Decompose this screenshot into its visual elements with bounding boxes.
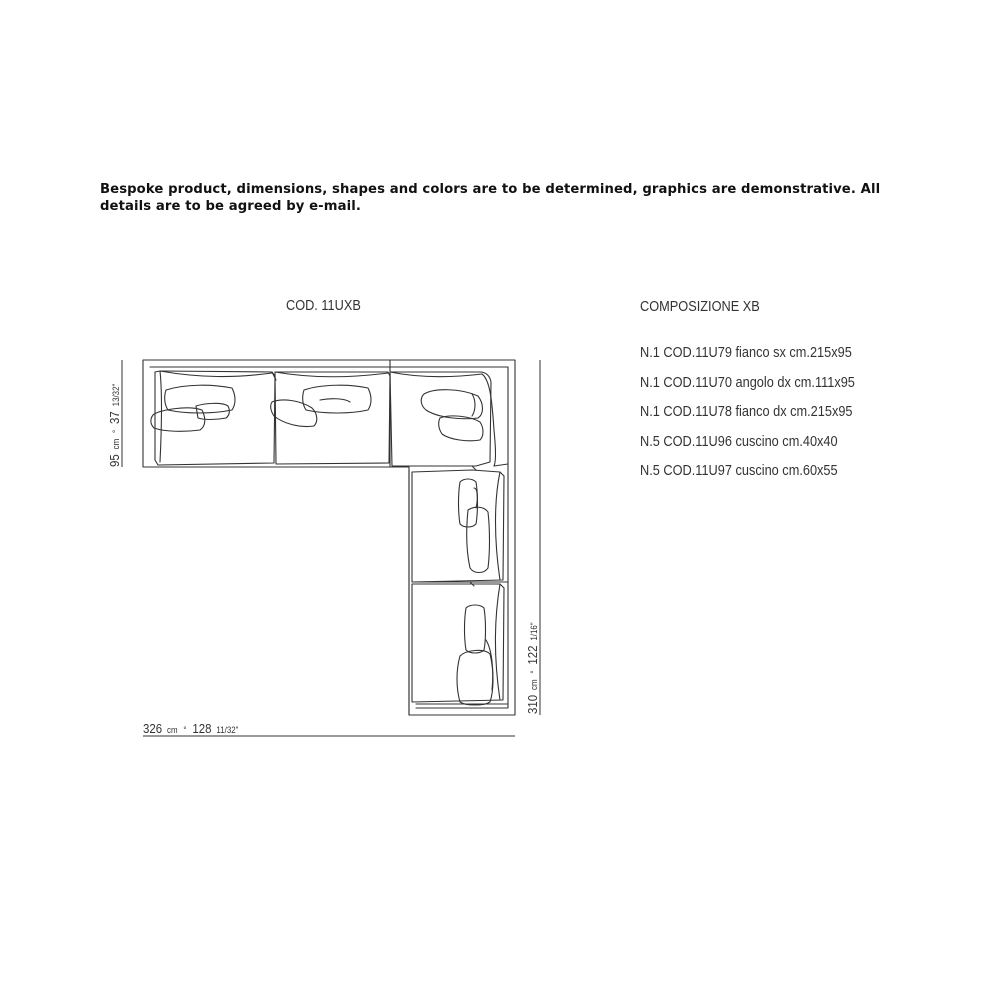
- depth-cm-unit: cm: [110, 438, 122, 450]
- cushion-5: [465, 605, 486, 653]
- composition-item: N.1 COD.11U70 angolo dx cm.111x95: [640, 374, 855, 391]
- length-inch-fraction: 1/16": [528, 622, 540, 641]
- width-inch-value: 128: [192, 721, 212, 737]
- length-separator: °: [528, 670, 540, 674]
- width-cm-value: 326: [143, 721, 163, 737]
- depth-separator: °: [110, 429, 122, 433]
- width-cm-unit: cm: [167, 724, 178, 736]
- corner-module: [390, 372, 491, 466]
- composition-title: COMPOSIZIONE XB: [640, 299, 760, 315]
- svg-text:310 cm ° 122: [525, 622, 540, 714]
- composition-list: [640, 344, 884, 492]
- composition-item: N.5 COD.11U97 cuscino cm.60x55: [640, 463, 838, 480]
- disclaimer-notice: Bespoke product, dimensions, shapes and colors are to be determined, graphics are demonstrative. All details are to be agreed by e-mail.: [100, 182, 881, 214]
- depth-inch-value: 37: [107, 411, 123, 424]
- seat-module-4: [412, 584, 504, 702]
- length-cm-value: 310: [525, 694, 541, 714]
- svg-text:95 cm ° 37: [107, 384, 122, 467]
- dimension-width: [143, 721, 515, 736]
- backrest-line-right: [416, 367, 508, 708]
- composition-item: N.1 COD.11U79 fianco sx cm.215x95: [640, 345, 852, 361]
- svg-text:326 cm ° 128: [143, 721, 238, 736]
- dimension-depth: [107, 360, 122, 467]
- width-inch-fraction: 11/32": [216, 724, 239, 736]
- seat-module-1: [155, 371, 275, 465]
- dimension-length: [525, 360, 540, 715]
- cushion-4: [459, 479, 478, 527]
- composition-item: N.1 COD.11U78 fianco dx cm.215x95: [640, 404, 853, 421]
- code-label: COD. 11UXB: [286, 297, 361, 314]
- length-cm-unit: cm: [528, 679, 540, 690]
- composition-item: N.5 COD.11U96 cuscino cm.40x40: [640, 433, 838, 450]
- length-inch-value: 122: [525, 645, 541, 665]
- width-separator: °: [183, 724, 187, 736]
- depth-cm-value: 95: [107, 454, 123, 467]
- depth-inch-fraction: 13/32": [110, 383, 122, 407]
- seat-module-3: [412, 470, 504, 582]
